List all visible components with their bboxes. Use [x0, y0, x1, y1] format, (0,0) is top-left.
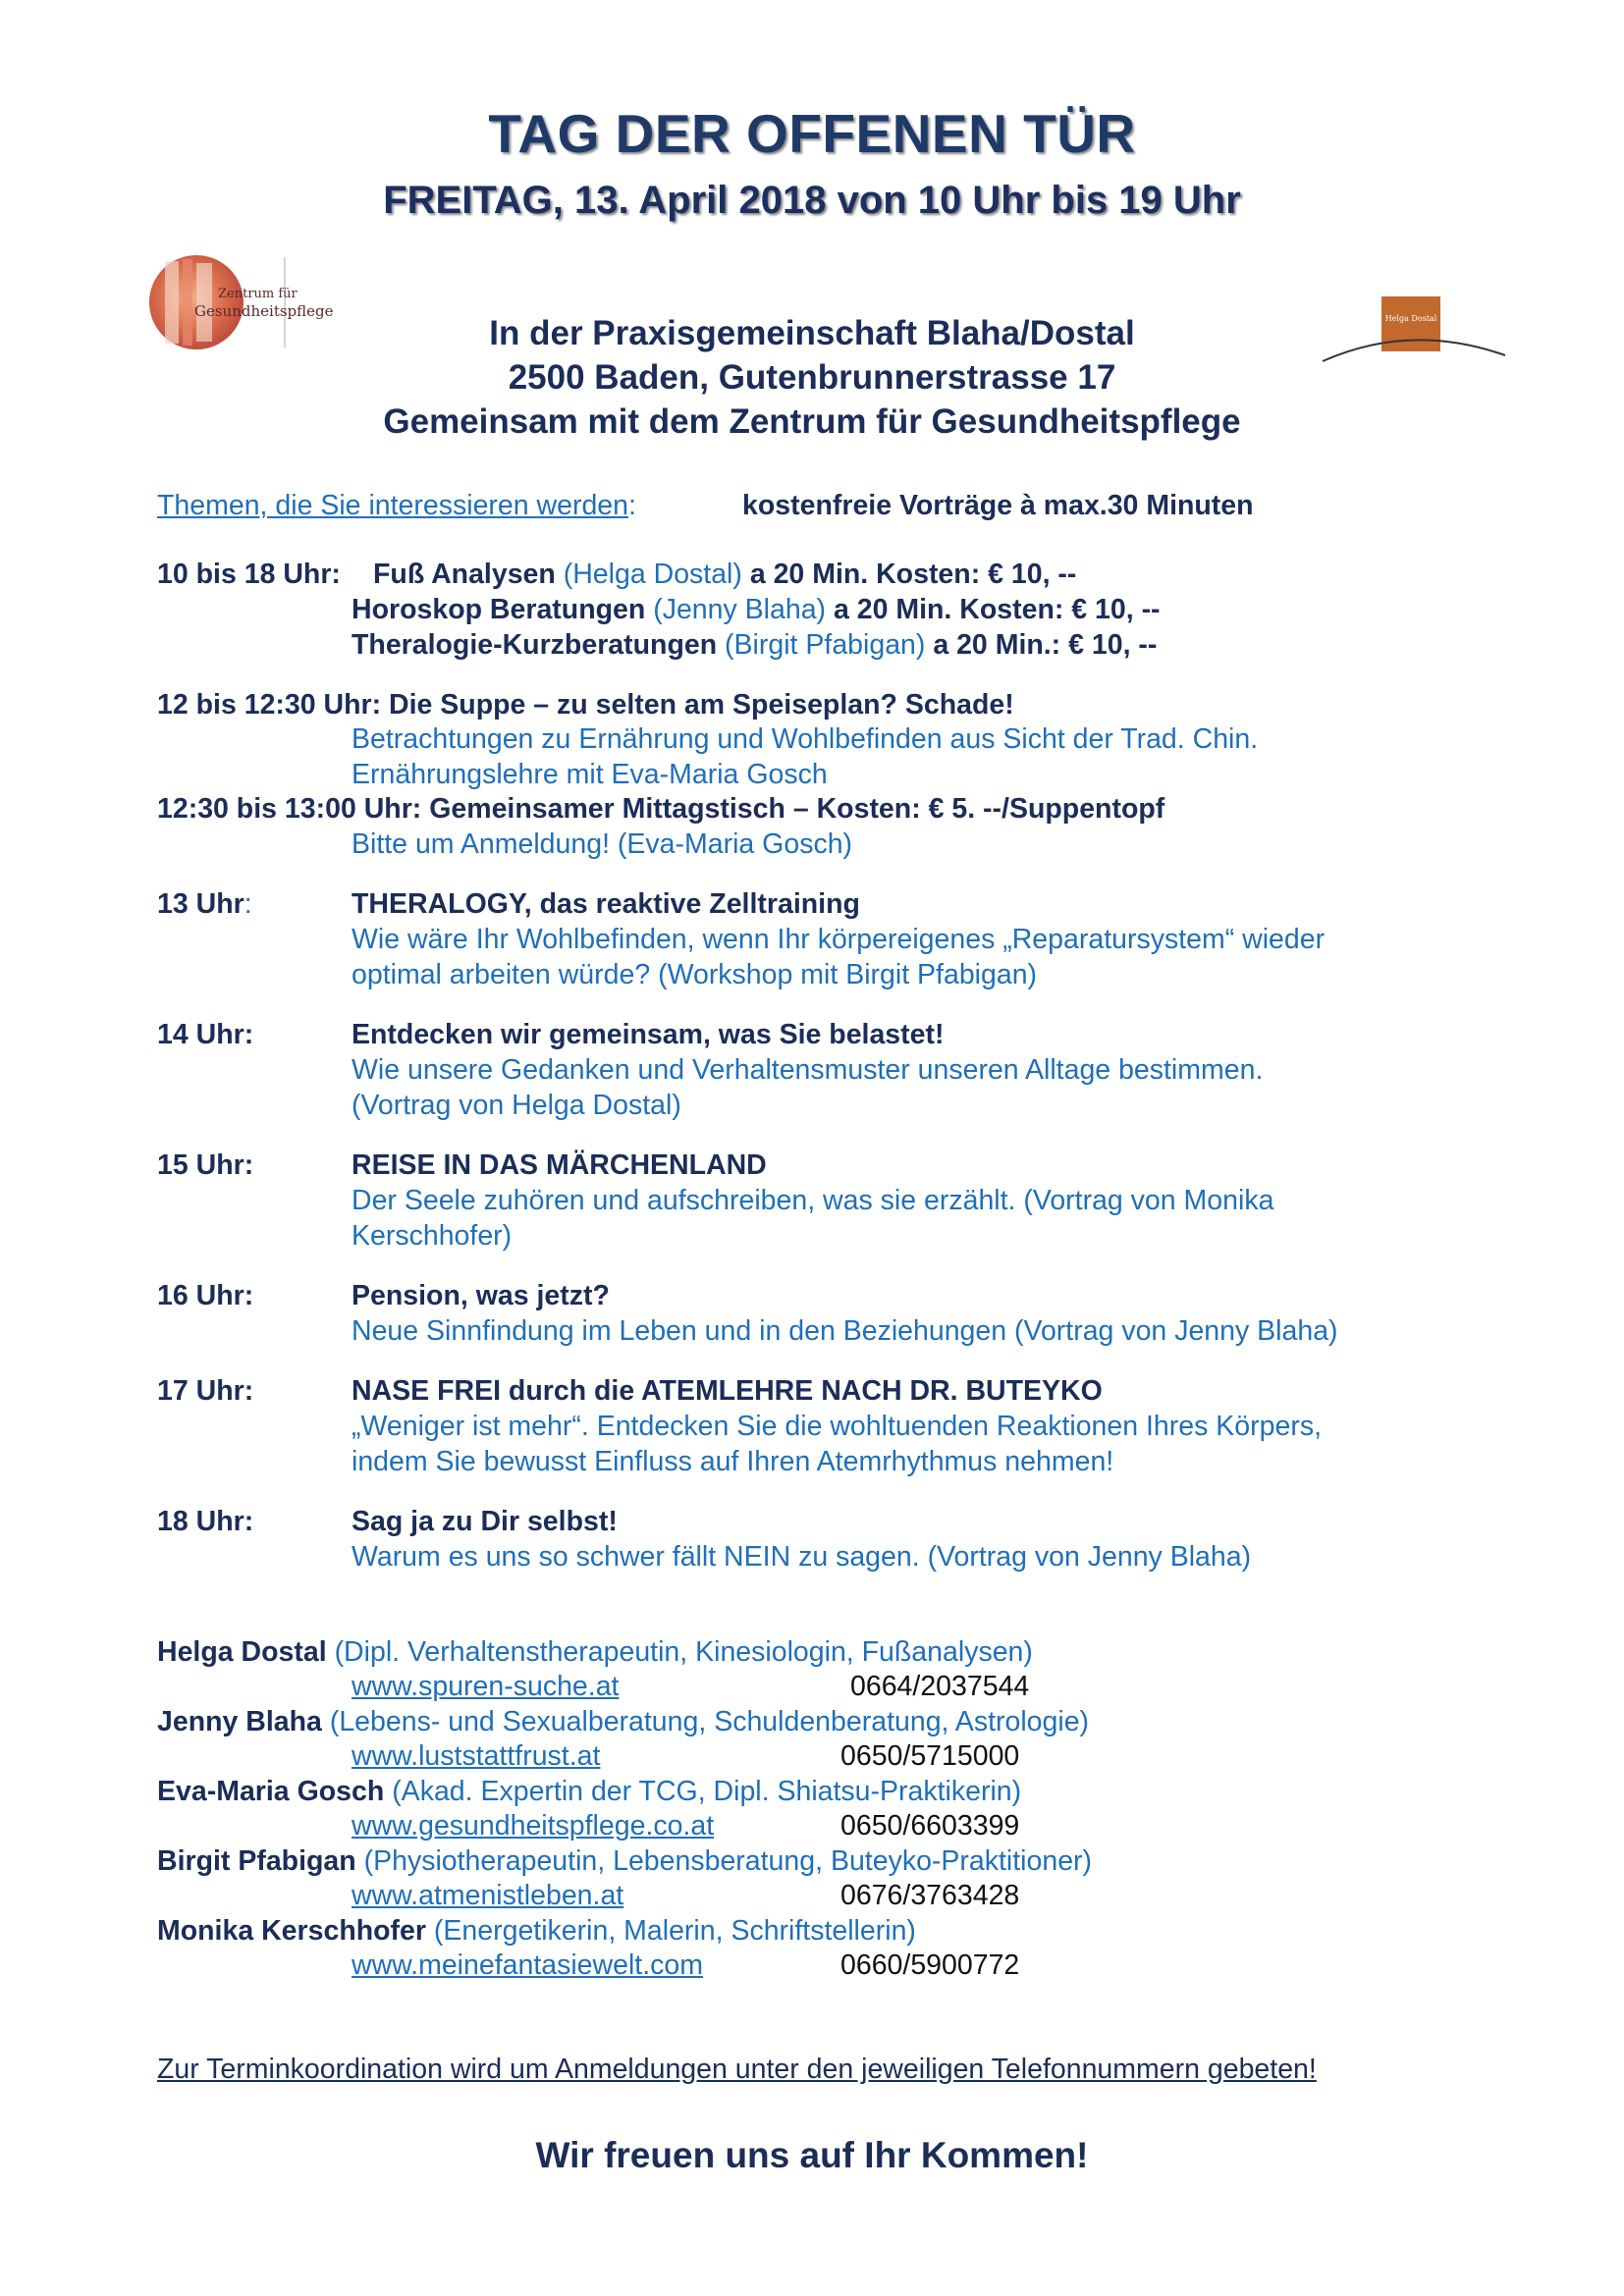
schedule-desc: Kerschhofer)	[352, 1220, 513, 1252]
schedule-time: 18 Uhr:	[157, 1506, 254, 1537]
logo-name: Helga Dostal	[1384, 314, 1437, 323]
schedule-desc: Wie wäre Ihr Wohlbefinden, wenn Ihr körpereigenes „Reparatursystem“ wieder	[352, 924, 1326, 955]
schedule-desc: (Vortrag von Helga Dostal)	[352, 1090, 681, 1121]
contact-role: (Dipl. Verhaltenstherapeutin, Kinesiologin, Fußanalysen)	[334, 1636, 1033, 1668]
soup-headline: 12 bis 12:30 Uhr: Die Suppe – zu selten am Speiseplan? Schade!	[157, 689, 1014, 721]
logo-text-top: Zentrum für	[218, 287, 298, 301]
event-date: FREITAG, 13. April 2018 von 10 Uhr bis 19 Uhr	[383, 179, 1241, 222]
contact-phone: 0650/5715000	[840, 1740, 1020, 1772]
contact-name: Jenny Blaha	[157, 1706, 322, 1737]
consult-person: (Jenny Blaha)	[653, 594, 827, 625]
topics-heading	[157, 489, 636, 523]
soup-desc-1: Betrachtungen zu Ernährung und Wohlbefinden aus Sicht der Trad. Chin.	[352, 723, 1259, 755]
contact-role: (Lebens- und Sexualberatung, Schuldenberatung, Astrologie)	[329, 1706, 1090, 1737]
lunch-headline: 12:30 bis 13:00 Uhr: Gemeinsamer Mittagstisch – Kosten: € 5. --/Suppentopf	[157, 793, 1165, 825]
schedule-time: 14 Uhr:	[157, 1019, 254, 1050]
contact-website[interactable]: www.gesundheitspflege.co.at	[352, 1810, 715, 1842]
contact-phone: 0664/2037544	[850, 1671, 1030, 1702]
consult-price: a 20 Min.: € 10, --	[933, 629, 1158, 661]
contact-website[interactable]: www.spuren-suche.at	[352, 1671, 620, 1702]
page-title: TAG DER OFFENEN TÜR	[488, 103, 1136, 164]
contact-name: Helga Dostal	[157, 1636, 327, 1668]
contact-row	[157, 1635, 1033, 1670]
topics-colon: :	[628, 490, 636, 521]
contact-row	[157, 1775, 1021, 1809]
contact-phone: 0676/3763428	[840, 1880, 1020, 1911]
schedule-title: Entdecken wir gemeinsam, was Sie belastet!	[352, 1019, 945, 1050]
contact-website[interactable]: www.atmenistleben.at	[352, 1880, 624, 1911]
schedule-title: Sag ja zu Dir selbst!	[352, 1506, 618, 1537]
soup-desc-2: Ernährungslehre mit Eva-Maria Gosch	[352, 759, 828, 790]
logo-subtitle: SPURENSUCHE	[1385, 344, 1436, 350]
contact-role: (Physiotherapeutin, Lebensberatung, Buteyko-Praktitioner)	[363, 1845, 1093, 1877]
venue-line-2: 2500 Baden, Gutenbrunnerstrasse 17	[508, 358, 1116, 397]
consult-person: (Helga Dostal)	[563, 559, 742, 590]
venue-line-1: In der Praxisgemeinschaft Blaha/Dostal	[489, 314, 1135, 352]
contact-role: (Akad. Expertin der TCG, Dipl. Shiatsu-Praktikerin)	[392, 1776, 1022, 1807]
contact-row	[157, 1844, 1092, 1879]
schedule-desc: indem Sie bewusst Einfluss auf Ihren Atemrhythmus nehmen!	[352, 1446, 1114, 1477]
contact-name: Eva-Maria Gosch	[157, 1776, 385, 1807]
consult-item-2	[352, 593, 1161, 627]
schedule-title: NASE FREI durch die ATEMLEHRE NACH DR. BUTEYKO	[352, 1375, 1103, 1407]
contact-role: (Energetikerin, Malerin, Schriftstellerin)	[433, 1915, 916, 1947]
contact-phone: 0650/6603399	[840, 1810, 1020, 1842]
consult-name: Theralogie-Kurzberatungen	[352, 629, 718, 661]
schedule-desc: Warum es uns so schwer fällt NEIN zu sagen. (Vortrag von Jenny Blaha)	[352, 1541, 1252, 1573]
consult-name: Fuß Analysen	[373, 559, 556, 590]
contact-name: Monika Kerschhofer	[157, 1915, 426, 1947]
consult-item-1	[373, 558, 1076, 592]
logo-text-bottom: Gesundheitspflege	[194, 302, 334, 320]
consult-price: a 20 Min. Kosten: € 10, --	[833, 594, 1161, 625]
schedule-time-text: 13 Uhr	[157, 888, 244, 920]
registration-note: Zur Terminkoordination wird um Anmeldungen unter den jeweiligen Telefonnummern gebeten!	[157, 2054, 1317, 2085]
consult-name: Horoskop Beratungen	[352, 594, 646, 625]
contact-phone: 0660/5900772	[840, 1949, 1020, 1981]
closing-message: Wir freuen uns auf Ihr Kommen!	[535, 2135, 1089, 2175]
schedule-desc: Der Seele zuhören und aufschreiben, was sie erzählt. (Vortrag von Monika	[352, 1185, 1274, 1216]
schedule-desc: Wie unsere Gedanken und Verhaltensmuster unseren Alltage bestimmen.	[352, 1054, 1264, 1086]
schedule-title: THERALOGY, das reaktive Zelltraining	[352, 888, 860, 920]
contact-row	[157, 1914, 916, 1949]
schedule-desc: „Weniger ist mehr“. Entdecken Sie die wohltuenden Reaktionen Ihres Körpers,	[352, 1411, 1322, 1442]
consult-item-3	[352, 628, 1157, 663]
schedule-time: 16 Uhr:	[157, 1280, 254, 1311]
schedule-desc: optimal arbeiten würde? (Workshop mit Birgit Pfabigan)	[352, 959, 1038, 990]
consult-time: 10 bis 18 Uhr:	[157, 559, 341, 590]
topics-label: Themen, die Sie interessieren werden	[157, 490, 629, 521]
consult-person: (Birgit Pfabigan)	[725, 629, 926, 661]
schedule-title: REISE IN DAS MÄRCHENLAND	[352, 1149, 767, 1181]
lunch-desc-1: Bitte um Anmeldung! (Eva-Maria Gosch)	[352, 828, 853, 860]
schedule-time	[157, 887, 252, 922]
consult-price: a 20 Min. Kosten: € 10, --	[749, 559, 1077, 590]
schedule-time: 15 Uhr:	[157, 1149, 254, 1181]
free-talks: kostenfreie Vorträge à max.30 Minuten	[742, 490, 1254, 521]
schedule-desc: Neue Sinnfindung im Leben und in den Beziehungen (Vortrag von Jenny Blaha)	[352, 1315, 1338, 1347]
schedule-time-colon: :	[244, 888, 252, 920]
contact-name: Birgit Pfabigan	[157, 1845, 356, 1877]
contact-website[interactable]: www.meinefantasiewelt.com	[352, 1949, 703, 1981]
contact-row	[157, 1705, 1089, 1739]
contact-website[interactable]: www.luststattfrust.at	[352, 1740, 601, 1772]
schedule-title: Pension, was jetzt?	[352, 1280, 610, 1311]
venue-line-3: Gemeinsam mit dem Zentrum für Gesundheitspflege	[383, 402, 1241, 441]
schedule-time: 17 Uhr:	[157, 1375, 254, 1407]
